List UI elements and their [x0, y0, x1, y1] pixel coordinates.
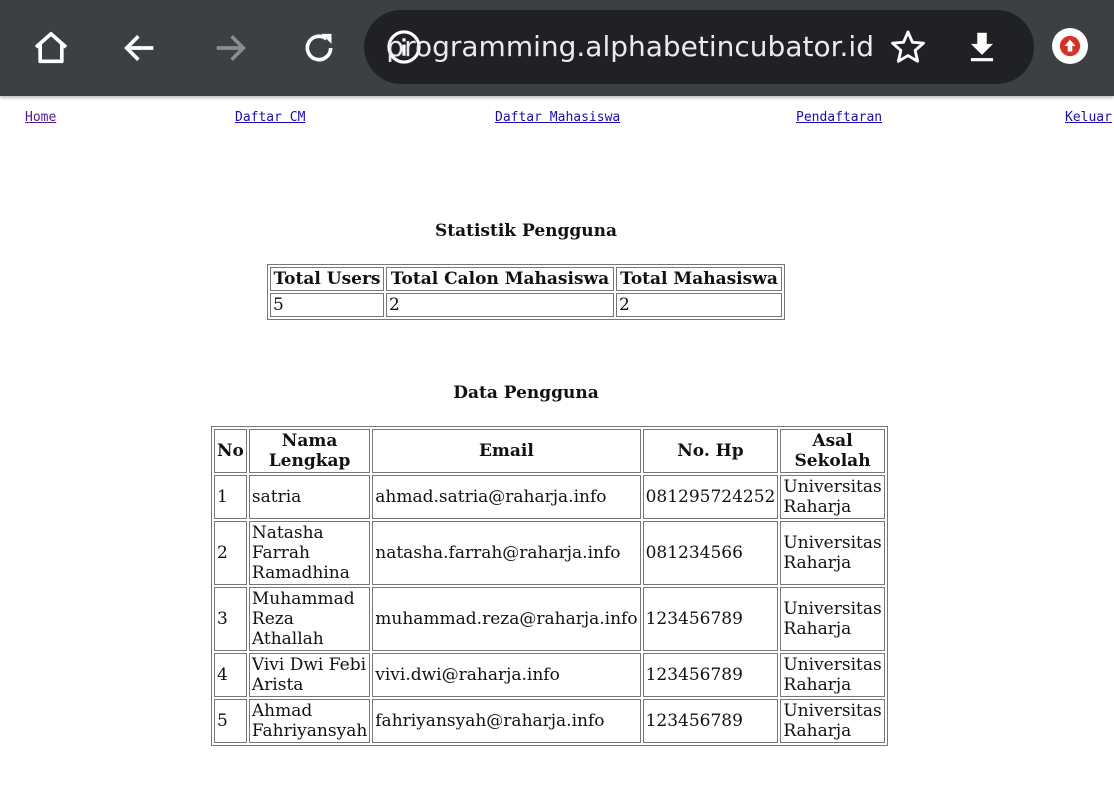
- address-bar[interactable]: [364, 10, 1034, 84]
- cell-sekolah: Universitas Raharja: [780, 699, 884, 743]
- home-button[interactable]: [23, 20, 79, 76]
- update-icon: [1059, 35, 1081, 57]
- table-row: [214, 587, 885, 651]
- table-row: [214, 475, 885, 519]
- cell-no: 4: [214, 653, 247, 697]
- forward-button[interactable]: [202, 20, 258, 76]
- stats-value-cell: 2: [386, 293, 614, 317]
- cell-hp: 081234566: [643, 521, 779, 585]
- users-header-cell: Asal Sekolah: [780, 429, 884, 473]
- stats-title: Statistik Pengguna: [434, 221, 618, 241]
- stats-value-cell: 2: [616, 293, 782, 317]
- table-row: [214, 699, 885, 743]
- stats-header-cell: Total Calon Mahasiswa: [386, 267, 614, 291]
- url-text[interactable]: programming.alphabetincubator.id: [386, 30, 874, 63]
- cell-no: 5: [214, 699, 247, 743]
- users-header-row: [214, 429, 885, 473]
- cell-email: vivi.dwi@raharja.info: [372, 653, 640, 697]
- nav-pendaftaran-link[interactable]: Pendaftaran: [796, 110, 883, 125]
- browser-toolbar: [0, 0, 1114, 96]
- stats-value-cell: 5: [270, 293, 384, 317]
- update-button[interactable]: [1052, 28, 1088, 64]
- cell-hp: 123456789: [643, 587, 779, 651]
- table-row: [214, 653, 885, 697]
- cell-nama: satria: [249, 475, 370, 519]
- cell-email: ahmad.satria@raharja.info: [372, 475, 640, 519]
- cell-sekolah: Universitas Raharja: [780, 653, 884, 697]
- users-title: Data Pengguna: [453, 383, 599, 403]
- cell-email: muhammad.reza@raharja.info: [372, 587, 640, 651]
- download-button[interactable]: [962, 27, 1002, 67]
- star-icon: [889, 28, 927, 66]
- cell-sekolah: Universitas Raharja: [780, 475, 884, 519]
- cell-email: natasha.farrah@raharja.info: [372, 521, 640, 585]
- stats-header-row: [270, 267, 782, 291]
- stats-table: [267, 264, 785, 320]
- cell-no: 2: [214, 521, 247, 585]
- users-header-cell: Email: [372, 429, 640, 473]
- users-header-cell: No. Hp: [643, 429, 779, 473]
- home-icon: [31, 28, 71, 68]
- download-icon: [963, 28, 1001, 66]
- cell-hp: 123456789: [643, 653, 779, 697]
- cell-nama: Muhammad Reza Athallah: [249, 587, 370, 651]
- cell-hp: 081295724252: [643, 475, 779, 519]
- nav-keluar-link[interactable]: Keluar: [1065, 110, 1112, 125]
- nav-daftar-cm-link[interactable]: Daftar CM: [235, 110, 306, 125]
- cell-sekolah: Universitas Raharja: [780, 521, 884, 585]
- cell-nama: Vivi Dwi Febi Arista: [249, 653, 370, 697]
- cell-hp: 123456789: [643, 699, 779, 743]
- table-row: [214, 521, 885, 585]
- nav-daftar-mahasiswa-link[interactable]: Daftar Mahasiswa: [495, 110, 621, 125]
- back-button[interactable]: [112, 20, 168, 76]
- cell-nama: Natasha Farrah Ramadhina: [249, 521, 370, 585]
- nav-home-link[interactable]: Home: [25, 110, 57, 125]
- bookmark-button[interactable]: [888, 27, 928, 67]
- cell-sekolah: Universitas Raharja: [780, 587, 884, 651]
- cell-no: 1: [214, 475, 247, 519]
- users-header-cell: Nama Lengkap: [249, 429, 370, 473]
- back-arrow-icon: [120, 28, 160, 68]
- cell-nama: Ahmad Fahriyansyah: [249, 699, 370, 743]
- stats-value-row: [270, 293, 782, 317]
- stats-header-cell: Total Users: [270, 267, 384, 291]
- stats-header-cell: Total Mahasiswa: [616, 267, 782, 291]
- reload-icon: [299, 28, 339, 68]
- users-header-cell: No: [214, 429, 247, 473]
- cell-email: fahriyansyah@raharja.info: [372, 699, 640, 743]
- forward-arrow-icon: [210, 28, 250, 68]
- users-table: [211, 426, 888, 746]
- cell-no: 3: [214, 587, 247, 651]
- reload-button[interactable]: [291, 20, 347, 76]
